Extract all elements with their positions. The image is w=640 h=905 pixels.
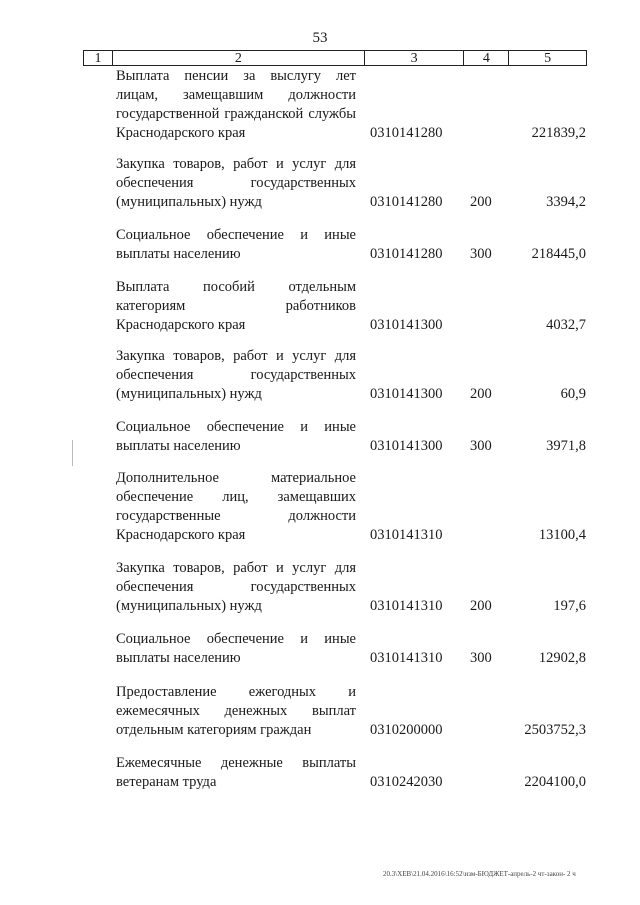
row-description: Закупка товаров, работ и услуг для обеспечения государственных (муниципальных) нужд [116, 156, 356, 210]
row-code: 0310141280 [370, 246, 443, 262]
column-header-2: 2 [113, 51, 365, 65]
row-description: Закупка товаров, работ и услуг для обеспечения государственных (муниципальных) нужд [116, 560, 356, 614]
row-type: 300 [470, 438, 492, 454]
column-header-5: 5 [544, 51, 552, 66]
page-number: 53 [312, 30, 328, 46]
row-type: 200 [470, 386, 492, 402]
row-amount: 197,6 [553, 598, 586, 614]
row-amount: 2204100,0 [524, 774, 586, 790]
row-code: 0310141310 [370, 527, 443, 543]
column-header-3: 3 [365, 51, 465, 65]
row-type: 300 [470, 246, 492, 262]
row-description: Выплата пособий отдельным категориям работников Краснодарского края [116, 279, 356, 333]
column-header-1: 1 [84, 51, 113, 65]
row-amount: 2503752,3 [524, 722, 586, 738]
row-description: Социальное обеспечение и иные выплаты населению [116, 631, 356, 666]
row-description: Социальное обеспечение и иные выплаты населению [116, 227, 356, 262]
row-code: 0310141300 [370, 317, 443, 333]
row-code: 0310141300 [370, 386, 443, 402]
row-description: Ежемесячные денежные выплаты ветеранам труда [116, 755, 356, 790]
row-code: 0310141280 [370, 194, 443, 210]
row-code: 0310141310 [370, 650, 443, 666]
row-code: 0310141300 [370, 438, 443, 454]
row-code: 0310242030 [370, 774, 443, 790]
row-description: Социальное обеспечение и иные выплаты населению [116, 419, 356, 454]
row-amount: 3971,8 [546, 438, 586, 454]
row-type: 200 [470, 598, 492, 614]
footer-file-path: 20.3\ХЕВ\21.04.2016\16:52\изм-БЮДЖЕТ-апрель-2 чт-закон- 2 ч [383, 870, 576, 878]
row-amount: 13100,4 [538, 527, 586, 543]
row-amount: 218445,0 [531, 246, 586, 262]
row-amount: 4032,7 [546, 317, 586, 333]
column-header-4: 4 [464, 51, 509, 65]
row-type: 300 [470, 650, 492, 666]
row-code: 0310141310 [370, 598, 443, 614]
row-description: Закупка товаров, работ и услуг для обеспечения государственных (муниципальных) нужд [116, 348, 356, 402]
row-amount: 12902,8 [538, 650, 586, 666]
row-description: Выплата пенсии за выслугу лет лицам, замещавшим должности государственной гражданской службы Краснодарского края [116, 68, 356, 141]
row-description: Дополнительное материальное обеспечение лиц, замещавших государственные должности Краснодарского края [116, 470, 356, 543]
row-amount: 221839,2 [531, 125, 586, 141]
row-code: 0310200000 [370, 722, 443, 738]
row-type: 200 [470, 194, 492, 210]
row-code: 0310141280 [370, 125, 443, 141]
margin-mark [72, 440, 73, 466]
row-description: Предоставление ежегодных и ежемесячных денежных выплат отдельным категориям граждан [116, 684, 356, 738]
row-amount: 60,9 [560, 386, 586, 402]
row-amount: 3394,2 [546, 194, 586, 210]
column-header-row [83, 50, 587, 66]
